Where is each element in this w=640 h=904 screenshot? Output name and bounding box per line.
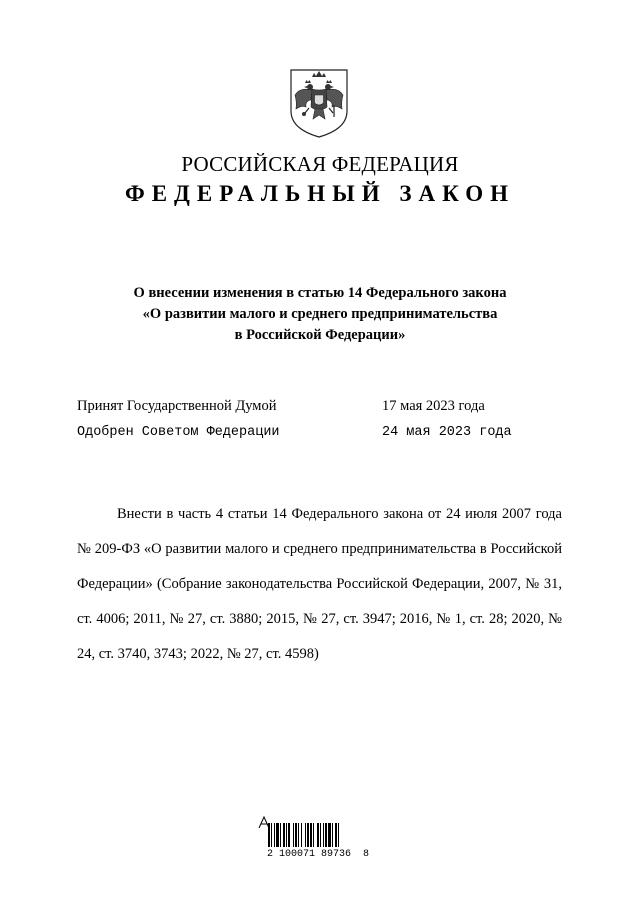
law-title-line: О внесении изменения в статью 14 Федерального закона <box>133 285 507 301</box>
barcode-number: 2 100071 89736 8 <box>266 849 370 860</box>
duma-adoption-row <box>77 398 517 420</box>
council-approval-date: 24 мая 2023 года <box>382 425 512 440</box>
council-approval-row <box>77 425 517 447</box>
duma-adoption-label: Принят Государственной Думой <box>77 398 277 414</box>
document-type: ФЕДЕРАЛЬНЫЙ ЗАКОН <box>124 181 516 206</box>
council-approval-label: Одобрен Советом Федерации <box>77 425 280 440</box>
law-title-line: «О развитии малого и среднего предпринимательства <box>142 306 498 322</box>
country-name: РОССИЙСКАЯ ФЕДЕРАЦИЯ <box>181 152 459 176</box>
coat-of-arms-emblem <box>288 67 350 139</box>
russian-coat-of-arms-icon <box>288 67 350 139</box>
barcode-icon <box>268 823 368 847</box>
duma-adoption-date: 17 мая 2023 года <box>382 398 485 414</box>
document-barcode <box>258 815 378 867</box>
law-title <box>60 283 580 346</box>
law-title-line: в Российской Федерации» <box>234 327 406 343</box>
law-body-paragraph: Внести в часть 4 статьи 14 Федерального закона от 24 июля 2007 года № 209-ФЗ «О развитии малого и среднего предпринимательства в Российской Федерации» (Собрание законодательства Российской Федерации, 2007, № 31, ст. 4006; 2011, № 27, ст. 3880; 2015, № 27, ст. 3947; 2016, № 1, ст. 28; 2020, № 24, ст. 3740, 3743; 2022, № 27, ст. 4598) <box>77 506 562 662</box>
